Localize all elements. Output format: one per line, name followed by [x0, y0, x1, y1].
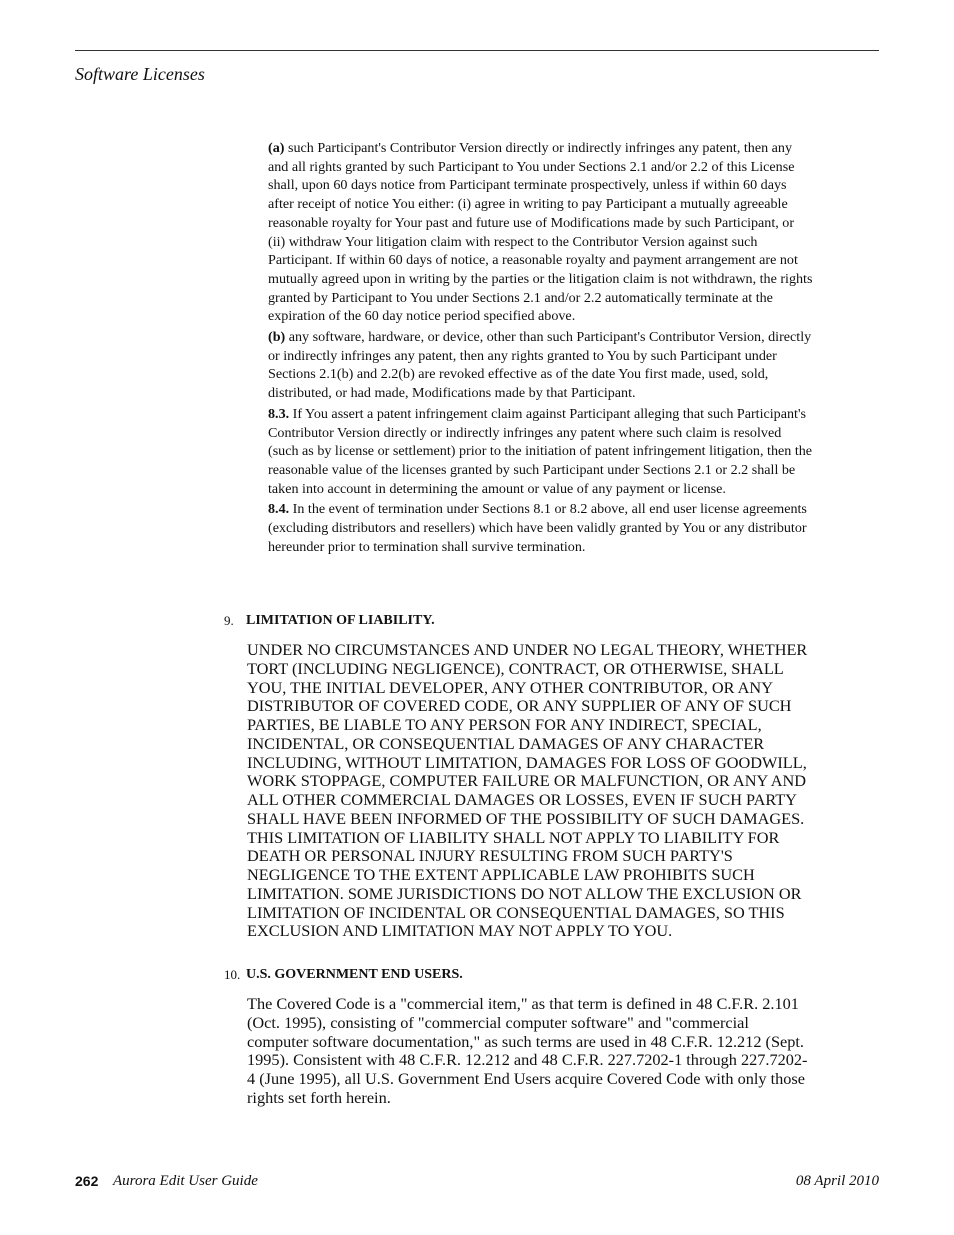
clause-8-3 — [268, 405, 813, 499]
clause-list — [268, 139, 813, 558]
section-title-text: U.S. GOVERNMENT END USERS. — [246, 967, 463, 982]
clause-b — [268, 328, 813, 403]
clause-text: If You assert a patent infringement claim against Participant alleging that such Participant's Contributor Version directly or indirectly infringes any patent where such claim is resolved (such as by license or settlement) prior to the initiation of patent infringement litigation, then the reasonable value of the licenses granted by such Participant under Sections 2.1 or 2.2 shall be taken into account in determining the amount or value of any payment or license. — [268, 405, 813, 497]
page-number: 262 — [75, 1173, 99, 1189]
clause-label: (a) — [268, 140, 285, 156]
section-number: 9. — [224, 613, 234, 628]
header-rule — [75, 50, 879, 51]
document-date: 08 April 2010 — [795, 1173, 879, 1189]
clause-label: (b) — [268, 329, 286, 346]
guide-title: Aurora Edit User Guide — [113, 1173, 258, 1189]
clause-label: 8.4. — [268, 501, 290, 518]
page-footer — [75, 1171, 879, 1191]
section-9-body — [247, 641, 812, 941]
clause-text: any software, hardware, or device, other than such Participant's Contributor Version, directly or indirectly infringes any patent, then any rights granted to You by such Participant under Sections 2.1(b) and 2.2(b) are revoked effective as of the date You first made, used, sold, distributed, or had made, Modifications made by that Participant. — [268, 329, 812, 402]
section-title-text: LIMITATION OF LIABILITY. — [246, 613, 435, 628]
section-body-text: UNDER NO CIRCUMSTANCES AND UNDER NO LEGAL THEORY, WHETHER TORT (INCLUDING NEGLIGENCE), CONTRACT, OR OTHERWISE, SHALL YOU, THE INITIAL DEVELOPER, ANY OTHER CONTRIBUTOR, OR ANY DISTRIBUTOR OF COVERED CODE, OR ANY SUPPLIER OF ANY OF SUCH PARTIES, BE LIABLE TO ANY PERSON FOR ANY INDIRECT, SPECIAL, INCIDENTAL, OR CONSEQUENTIAL DAMAGES OF ANY CHARACTER INCLUDING, WITHOUT LIMITATION, DAMAGES FOR LOSS OF GOODWILL, WORK STOPPAGE, COMPUTER FAILURE OR MALFUNCTION, OR ANY AND ALL OTHER COMMERCIAL DAMAGES OR LOSSES, EVEN IF SUCH PARTY SHALL HAVE BEEN INFORMED OF THE POSSIBILITY OF SUCH DAMAGES. THIS LIMITATION OF LIABILITY SHALL NOT APPLY TO LIABILITY FOR DEATH OR PERSONAL INJURY RESULTING FROM SUCH PARTY'S NEGLIGENCE TO THE EXTENT APPLICABLE LAW PROHIBITS SUCH LIMITATION. SOME JURISDICTIONS DO NOT ALLOW THE EXCLUSION OR LIMITATION OF INCIDENTAL OR CONSEQUENTIAL DAMAGES, SO THIS EXCLUSION AND LIMITATION MAY NOT APPLY TO YOU. — [247, 640, 808, 941]
section-title: Software Licenses — [75, 64, 205, 84]
section-10-body — [247, 995, 812, 1108]
section-body-text: The Covered Code is a "commercial item," as that term is defined in 48 C.F.R. 2.101 (Oct. 1995), consisting of "commercial computer software" and "commercial computer software documentation," as such terms are used in 48 C.F.R. 12.212 (Sept. 1995). Consistent with 48 C.F.R. 12.212 and 48 C.F.R. 227.7202-1 through 227.7202-4 (June 1995), all U.S. Government End Users acquire Covered Code with only those rights set forth herein. — [247, 994, 808, 1107]
clause-a — [268, 139, 813, 326]
clause-8-4 — [268, 500, 813, 556]
section-number: 10. — [224, 967, 241, 982]
clause-label: 8.3. — [268, 405, 290, 422]
clause-text: In the event of termination under Sections 8.1 or 8.2 above, all end user license agreements (excluding distributors and resellers) which have been validly granted by You or any distributor hereunder prior to termination shall survive termination. — [268, 501, 807, 555]
clause-text: such Participant's Contributor Version directly or indirectly infringes any patent, then any and all rights granted by such Participant to You under Sections 2.1 and/or 2.2 of this License shall, upon 60 days notice from Participant terminate prospectively, unless if within 60 days after receipt of notice You either: (i) agree in writing to pay Participant a mutually agreeable reasonable royalty for Your past and future use of Modifications made by such Participant, or (ii) withdraw Your litigation claim with respect to the Contributor Version against such Participant. If within 60 days of notice, a reasonable royalty and payment arrangement are not mutually agreed upon in writing by the parties or the litigation claim is not withdrawn, the rights granted by Participant to You under Sections 2.1 and/or 2.2 automatically terminate at the expiration of the 60 day notice period specified above. — [268, 140, 813, 325]
